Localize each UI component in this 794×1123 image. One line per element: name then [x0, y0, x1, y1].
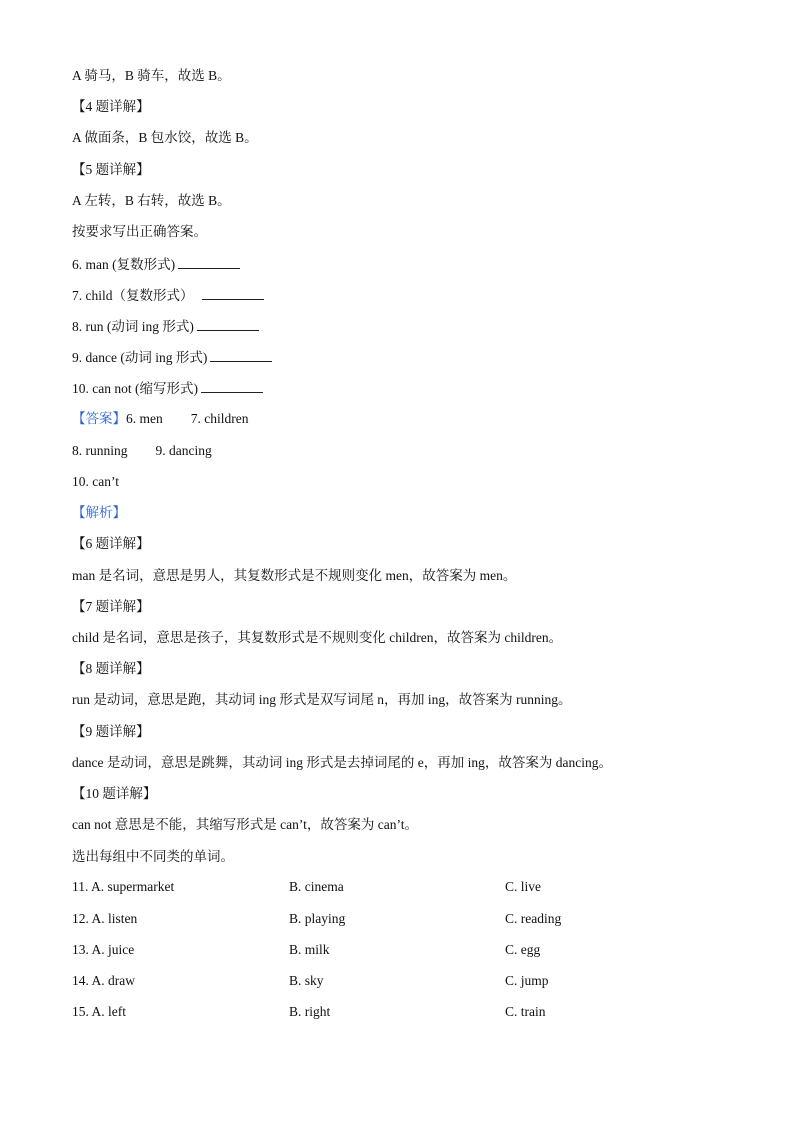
q8-detail-heading: 【8 题详解】 [72, 661, 150, 676]
answer-blank [202, 285, 264, 300]
answer-row-1 [72, 409, 248, 429]
q10-explanation: can not 意思是不能，其缩写形式是 can’t，故答案为 can’t。 [72, 817, 418, 832]
answer-6: 6. men [126, 411, 163, 426]
q6-explanation: man 是名词，意思是男人，其复数形式是不规则变化 men，故答案为 men。 [72, 568, 517, 583]
q8-explanation: run 是动词，意思是跑，其动词 ing 形式是双写词尾 n，再加 ing，故答案为 running。 [72, 692, 572, 707]
question-6: 6. man (复数形式) [72, 254, 240, 275]
q4-detail-heading: 【4 题详解】 [72, 99, 150, 114]
choice-12-a: 12. A. listen [72, 911, 138, 926]
answer-row-2 [72, 441, 212, 461]
q9-detail-heading: 【9 题详解】 [72, 724, 150, 739]
q3-explanation: A 骑马，B 骑车，故选 B。 [72, 68, 231, 83]
answer-row-3 [72, 472, 119, 492]
q5-detail-heading: 【5 题详解】 [72, 162, 150, 177]
choice-11-b: B. cinema [289, 879, 344, 894]
answer-8: 8. running [72, 443, 128, 458]
choice-15-a: 15. A. left [72, 1004, 126, 1019]
q10-detail-heading: 【10 题详解】 [72, 786, 157, 801]
section-instruction-3: 选出每组中不同类的单词。 [72, 849, 234, 864]
choice-13-a: 13. A. juice [72, 942, 135, 957]
q7-detail-heading: 【7 题详解】 [72, 599, 150, 614]
question-7: 7. child（复数形式） [72, 285, 264, 306]
q6-detail-heading: 【6 题详解】 [72, 536, 150, 551]
choice-14-a: 14. A. draw [72, 973, 135, 988]
answer-blank [210, 347, 272, 362]
choice-15-c: C. train [505, 1004, 546, 1019]
question-9: 9. dance (动词 ing 形式) [72, 347, 272, 368]
question-10: 10. can not (缩写形式) [72, 378, 263, 399]
question-8: 8. run (动词 ing 形式) [72, 316, 259, 337]
answer-blank [197, 316, 259, 331]
choice-13-c: C. egg [505, 942, 541, 957]
section-instruction: 按要求写出正确答案。 [72, 224, 207, 239]
answer-7: 7. children [190, 411, 249, 426]
choice-12-c: C. reading [505, 911, 562, 926]
answer-blank [178, 254, 240, 269]
choice-11-a: 11. A. supermarket [72, 879, 175, 894]
choice-14-b: B. sky [289, 973, 324, 988]
answer-blank [201, 378, 263, 393]
q4-explanation: A 做面条，B 包水饺，故选 B。 [72, 130, 258, 145]
choice-12-b: B. playing [289, 911, 346, 926]
answer-9: 9. dancing [155, 443, 212, 458]
answer-10: 10. can’t [72, 474, 119, 489]
q7-explanation: child 是名词，意思是孩子，其复数形式是不规则变化 children，故答案为 children。 [72, 630, 563, 645]
q5-explanation: A 左转，B 右转，故选 B。 [72, 193, 231, 208]
choice-15-b: B. right [289, 1004, 331, 1019]
choice-11-c: C. live [505, 879, 541, 894]
answer-label: 【答案】 [72, 411, 126, 426]
q9-explanation: dance 是动词，意思是跳舞，其动词 ing 形式是去掉词尾的 e，再加 ing，故答案为 dancing。 [72, 755, 612, 770]
choice-14-c: C. jump [505, 973, 549, 988]
analysis-label: 【解析】 [72, 505, 126, 520]
choice-13-b: B. milk [289, 942, 330, 957]
